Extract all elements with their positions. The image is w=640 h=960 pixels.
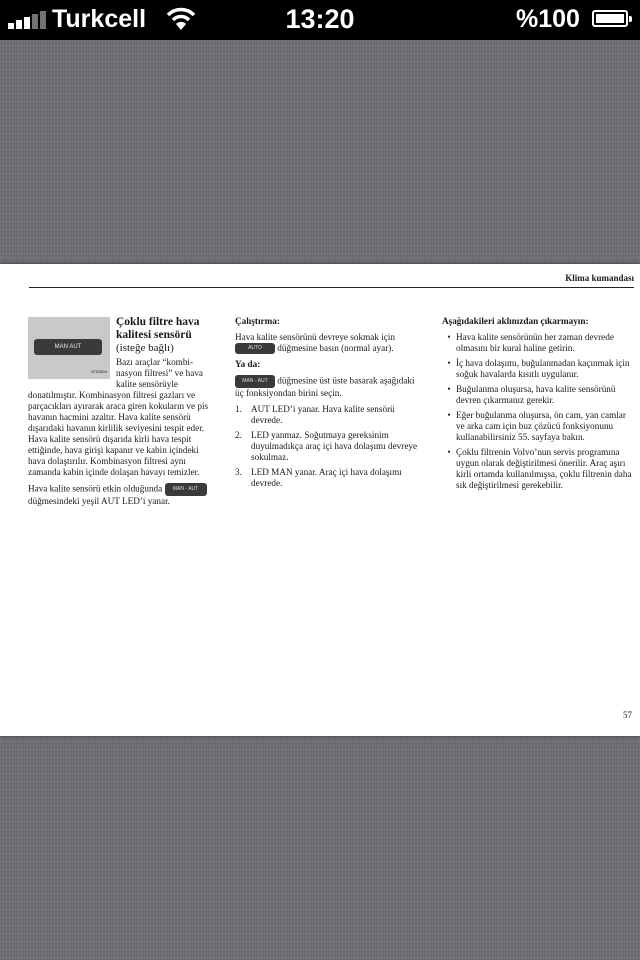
man-aut-button-icon: MAN ◦ AUT — [235, 375, 275, 388]
list-item: 2. LED yanmaz. Soğutmaya gereksinim duyulmadıkça araç içi hava dolaşımı devreye sokulmaz. — [235, 430, 418, 463]
list-item: • Buğulanma oluşursa, hava kalite sensörünü devren çıkarmanız gerekir. — [447, 384, 616, 405]
status-bar — [0, 0, 640, 40]
column-1 — [28, 316, 218, 512]
page-header: Klima kumandası — [565, 273, 634, 283]
figure-caption: 8702604 — [91, 369, 107, 374]
paragraph-aut — [28, 483, 218, 507]
list-item: • Hava kalite sensörünün her zaman devrede olmasını bir kural haline getirin. — [447, 332, 614, 353]
paragraph-auto — [235, 332, 423, 354]
paragraph-text: Hava kalite sensörü etkin olduğunda — [28, 483, 163, 494]
auto-button-icon: AUTO — [235, 343, 275, 354]
background-top — [0, 40, 640, 264]
header-divider — [29, 287, 634, 288]
list-item: • İç hava dolaşımı, buğulanmadan kaçınmak için soğuk havalarda kısıtlı uygulanır. — [447, 358, 630, 379]
section-subtitle: (isteğe bağlı) — [116, 342, 174, 354]
paragraph-press — [235, 375, 423, 399]
paragraph: Bazı araçlar “kombi-nasyon filtresi” ve hava kalite sensörüyle donatılmıştır. Kombinasyon filtresi gazları ve parçacıkları ayırarak araca giren kokuların ve pis havanın hacmini azaltır. Hava kalite sensörü dışarıdaki havanın kirlilik seviyesini tespit eder. Hava kalite sensörü dışarıda kirli hava tespit ettiğinde, hava girişi kapanır ve kabin içindeki hava dolaştırılır. Kombinasyon filtresi aynı zamanda kabin içinde dolaşan havayı temizler. — [28, 357, 209, 477]
figure-button-label: MAN AUT — [34, 339, 102, 355]
heading-operation: Çalıştırma: — [235, 316, 280, 326]
list-item: 3. LED MAN yanar. Araç içi hava dolaşımı devrede. — [235, 467, 402, 489]
section-title: Çoklu filtre hava kalitesi sensörü — [116, 316, 200, 341]
paragraph-text: Hava kalite sensörünü devreye sokmak için — [235, 332, 395, 342]
column-2 — [235, 316, 423, 493]
battery-icon — [592, 10, 628, 27]
numbered-list — [235, 404, 423, 489]
paragraph-text: düğmesindeki yeşil AUT LED’i yanar. — [28, 496, 170, 506]
list-item: 1. AUT LED’i yanar. Hava kalite sensörü devrede. — [235, 404, 395, 426]
heading-remember: Aşağıdakileri aklınızdan çıkarmayın: — [442, 316, 589, 326]
list-item: • Çoklu filtrenin Volvo’nun servis programına uygun olarak değiştirilmesi önerilir. Araç aşırı kirli ortamda kullanılmışsa, çoklu filtrenin daha sık değiştirilmesi gerekebilir. — [447, 447, 632, 490]
battery-percent: %100 — [516, 5, 580, 33]
page-number: 57 — [623, 710, 632, 720]
document-page[interactable] — [0, 264, 640, 736]
heading-or: Ya da: — [235, 359, 261, 370]
clock: 13:20 — [285, 4, 355, 34]
man-aut-button-icon: MAN ◦ AUT — [165, 483, 207, 496]
button-figure — [28, 317, 110, 379]
list-item: • Eğer buğulanma oluşursa, ön cam, yan camlar ve arka cam için buz çözücü fonksiyonunu kullanabilirsiniz 55. sayfaya bakın. — [447, 410, 626, 442]
column-3 — [442, 316, 632, 495]
carrier-label: Turkcell — [52, 5, 147, 33]
background-bottom — [0, 736, 640, 960]
bullet-list — [442, 332, 632, 491]
paragraph-text: düğmesine üst üste basarak aşağıdaki üç fonksiyondan birini seçin. — [235, 376, 415, 399]
paragraph-text: düğmesine basın (normal ayar). — [277, 343, 394, 353]
